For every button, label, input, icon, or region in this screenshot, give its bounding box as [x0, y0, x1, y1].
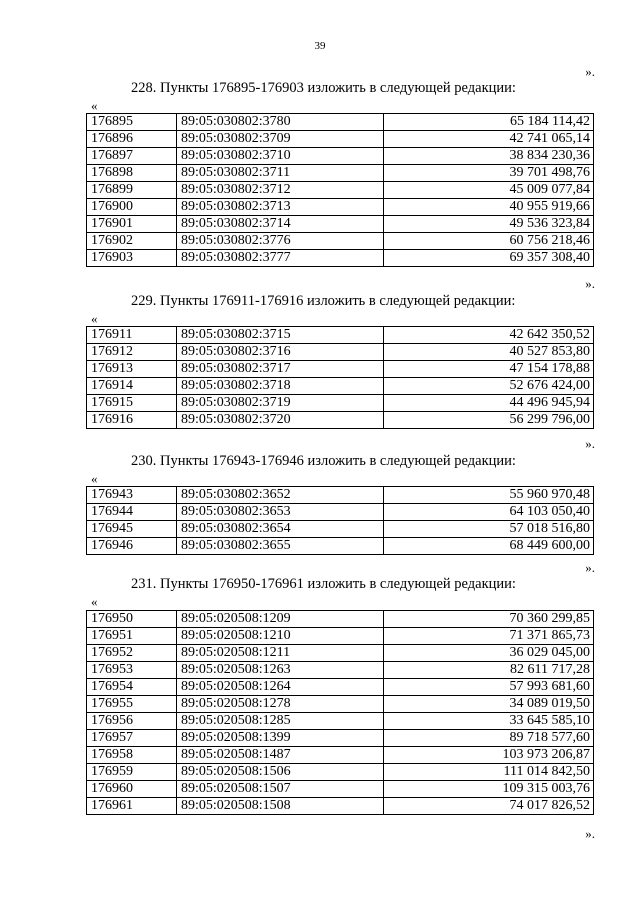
table-row [87, 182, 594, 199]
amount-cell: 44 496 945,94 [384, 395, 594, 412]
top-close-quote: ». [585, 64, 595, 79]
item-number-cell: 176954 [87, 679, 177, 696]
table-row [87, 628, 594, 645]
cadastral-number-cell: 89:05:030802:3652 [177, 487, 384, 504]
amount-cell: 103 973 206,87 [384, 747, 594, 764]
data-table [86, 486, 594, 555]
table-row [87, 679, 594, 696]
item-number-cell: 176898 [87, 165, 177, 182]
amount-cell: 71 371 865,73 [384, 628, 594, 645]
item-number-cell: 176958 [87, 747, 177, 764]
item-number-cell: 176901 [87, 216, 177, 233]
item-number-cell: 176943 [87, 487, 177, 504]
amount-cell: 57 993 681,60 [384, 679, 594, 696]
amount-cell: 42 642 350,52 [384, 327, 594, 344]
cadastral-number-cell: 89:05:020508:1210 [177, 628, 384, 645]
item-number-cell: 176896 [87, 131, 177, 148]
amount-cell: 38 834 230,36 [384, 148, 594, 165]
open-quote: « [91, 594, 98, 609]
table-row [87, 538, 594, 555]
open-quote: « [91, 471, 98, 486]
cadastral-number-cell: 89:05:030802:3712 [177, 182, 384, 199]
cadastral-number-cell: 89:05:030802:3710 [177, 148, 384, 165]
amount-cell: 64 103 050,40 [384, 504, 594, 521]
amount-cell: 57 018 516,80 [384, 521, 594, 538]
cadastral-number-cell: 89:05:030802:3653 [177, 504, 384, 521]
amount-cell: 68 449 600,00 [384, 538, 594, 555]
table-row [87, 216, 594, 233]
data-table [86, 113, 594, 267]
item-number-cell: 176951 [87, 628, 177, 645]
cadastral-number-cell: 89:05:020508:1506 [177, 764, 384, 781]
cadastral-number-cell: 89:05:030802:3654 [177, 521, 384, 538]
amount-cell: 40 527 853,80 [384, 344, 594, 361]
cadastral-number-cell: 89:05:020508:1487 [177, 747, 384, 764]
table-row [87, 148, 594, 165]
table-row [87, 713, 594, 730]
cadastral-number-cell: 89:05:030802:3719 [177, 395, 384, 412]
table-row [87, 344, 594, 361]
item-number-cell: 176916 [87, 412, 177, 429]
table-row [87, 764, 594, 781]
item-number-cell: 176952 [87, 645, 177, 662]
cadastral-number-cell: 89:05:020508:1211 [177, 645, 384, 662]
close-quote: ». [585, 436, 595, 451]
item-number-cell: 176955 [87, 696, 177, 713]
cadastral-number-cell: 89:05:030802:3718 [177, 378, 384, 395]
table-row [87, 327, 594, 344]
amount-cell: 60 756 218,46 [384, 233, 594, 250]
item-number-cell: 176953 [87, 662, 177, 679]
item-number-cell: 176900 [87, 199, 177, 216]
table-row [87, 199, 594, 216]
cadastral-number-cell: 89:05:030802:3777 [177, 250, 384, 267]
table-row [87, 250, 594, 267]
amount-cell: 109 315 003,76 [384, 781, 594, 798]
table-row [87, 114, 594, 131]
cadastral-number-cell: 89:05:030802:3780 [177, 114, 384, 131]
item-number-cell: 176960 [87, 781, 177, 798]
amount-cell: 74 017 826,52 [384, 798, 594, 815]
amount-cell: 89 718 577,60 [384, 730, 594, 747]
item-number-cell: 176956 [87, 713, 177, 730]
amount-cell: 49 536 323,84 [384, 216, 594, 233]
amount-cell: 69 357 308,40 [384, 250, 594, 267]
table-row [87, 412, 594, 429]
cadastral-number-cell: 89:05:030802:3776 [177, 233, 384, 250]
section-heading: 229. Пункты 176911-176916 изложить в следующей редакции: [131, 293, 516, 309]
data-table [86, 326, 594, 429]
cadastral-number-cell: 89:05:030802:3714 [177, 216, 384, 233]
item-number-cell: 176903 [87, 250, 177, 267]
table-row [87, 645, 594, 662]
table-row [87, 395, 594, 412]
close-quote: ». [585, 276, 595, 291]
section-heading: 230. Пункты 176943-176946 изложить в следующей редакции: [131, 453, 516, 469]
table-row [87, 781, 594, 798]
close-quote: ». [585, 826, 595, 841]
item-number-cell: 176961 [87, 798, 177, 815]
table-row [87, 504, 594, 521]
data-table [86, 610, 594, 815]
cadastral-number-cell: 89:05:020508:1285 [177, 713, 384, 730]
open-quote: « [91, 98, 98, 113]
cadastral-number-cell: 89:05:020508:1209 [177, 611, 384, 628]
cadastral-number-cell: 89:05:020508:1507 [177, 781, 384, 798]
cadastral-number-cell: 89:05:030802:3720 [177, 412, 384, 429]
item-number-cell: 176902 [87, 233, 177, 250]
amount-cell: 55 960 970,48 [384, 487, 594, 504]
table-row [87, 798, 594, 815]
amount-cell: 47 154 178,88 [384, 361, 594, 378]
item-number-cell: 176950 [87, 611, 177, 628]
cadastral-number-cell: 89:05:030802:3713 [177, 199, 384, 216]
item-number-cell: 176912 [87, 344, 177, 361]
cadastral-number-cell: 89:05:030802:3716 [177, 344, 384, 361]
amount-cell: 70 360 299,85 [384, 611, 594, 628]
item-number-cell: 176897 [87, 148, 177, 165]
table-row [87, 521, 594, 538]
cadastral-number-cell: 89:05:020508:1278 [177, 696, 384, 713]
amount-cell: 42 741 065,14 [384, 131, 594, 148]
cadastral-number-cell: 89:05:020508:1264 [177, 679, 384, 696]
item-number-cell: 176914 [87, 378, 177, 395]
section-heading: 228. Пункты 176895-176903 изложить в следующей редакции: [131, 80, 516, 96]
amount-cell: 82 611 717,28 [384, 662, 594, 679]
amount-cell: 45 009 077,84 [384, 182, 594, 199]
open-quote: « [91, 311, 98, 326]
cadastral-number-cell: 89:05:030802:3709 [177, 131, 384, 148]
cadastral-number-cell: 89:05:020508:1263 [177, 662, 384, 679]
table-row [87, 378, 594, 395]
amount-cell: 40 955 919,66 [384, 199, 594, 216]
item-number-cell: 176913 [87, 361, 177, 378]
table-row [87, 730, 594, 747]
item-number-cell: 176944 [87, 504, 177, 521]
item-number-cell: 176959 [87, 764, 177, 781]
close-quote: ». [585, 560, 595, 575]
table-row [87, 165, 594, 182]
section-heading: 231. Пункты 176950-176961 изложить в следующей редакции: [131, 576, 516, 592]
table-row [87, 361, 594, 378]
amount-cell: 34 089 019,50 [384, 696, 594, 713]
amount-cell: 111 014 842,50 [384, 764, 594, 781]
item-number-cell: 176915 [87, 395, 177, 412]
table-row [87, 131, 594, 148]
page-number: 39 [314, 40, 326, 52]
table-row [87, 487, 594, 504]
item-number-cell: 176911 [87, 327, 177, 344]
table-row [87, 747, 594, 764]
item-number-cell: 176946 [87, 538, 177, 555]
item-number-cell: 176899 [87, 182, 177, 199]
table-row [87, 696, 594, 713]
cadastral-number-cell: 89:05:030802:3717 [177, 361, 384, 378]
amount-cell: 52 676 424,00 [384, 378, 594, 395]
cadastral-number-cell: 89:05:030802:3711 [177, 165, 384, 182]
table-row [87, 662, 594, 679]
item-number-cell: 176945 [87, 521, 177, 538]
table-row [87, 611, 594, 628]
table-row [87, 233, 594, 250]
item-number-cell: 176895 [87, 114, 177, 131]
cadastral-number-cell: 89:05:020508:1399 [177, 730, 384, 747]
amount-cell: 65 184 114,42 [384, 114, 594, 131]
amount-cell: 56 299 796,00 [384, 412, 594, 429]
amount-cell: 33 645 585,10 [384, 713, 594, 730]
amount-cell: 36 029 045,00 [384, 645, 594, 662]
cadastral-number-cell: 89:05:030802:3655 [177, 538, 384, 555]
item-number-cell: 176957 [87, 730, 177, 747]
amount-cell: 39 701 498,76 [384, 165, 594, 182]
cadastral-number-cell: 89:05:020508:1508 [177, 798, 384, 815]
cadastral-number-cell: 89:05:030802:3715 [177, 327, 384, 344]
